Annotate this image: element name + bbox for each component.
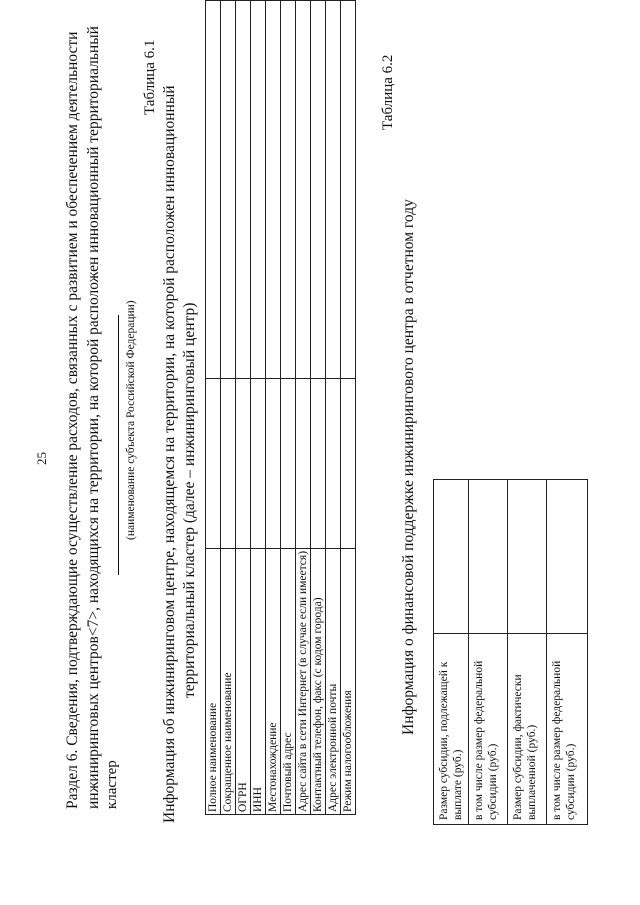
value-cell[interactable] bbox=[296, 379, 311, 548]
value-cell[interactable] bbox=[206, 379, 221, 548]
section-title-line: Раздел 6. Сведения, подтверждающие осуществление расходов, связанных с развитием и обеспечением деятельности bbox=[64, 31, 81, 809]
row-label: Адрес сайта в сети Интернет (в случае если имеется) bbox=[296, 548, 311, 814]
section-title bbox=[62, 26, 104, 809]
row-label: Размер субсидии, подлежащей к выплате (руб.) bbox=[434, 634, 469, 825]
row-label: Контактный телефон, факс (с кодом города) bbox=[311, 548, 326, 814]
row-label: в том числе размер федеральной субсидии (руб.) bbox=[547, 634, 588, 825]
value-cell[interactable] bbox=[341, 379, 356, 548]
value-cell[interactable] bbox=[311, 379, 326, 548]
value-cell[interactable] bbox=[251, 379, 266, 548]
table-6-1-label: Таблица 6.1 bbox=[142, 39, 158, 115]
table-row bbox=[508, 480, 547, 825]
table-row bbox=[311, 1, 326, 815]
row-label: Адрес электронной почты bbox=[326, 548, 341, 814]
value-cell[interactable] bbox=[326, 379, 341, 548]
value-cell[interactable] bbox=[434, 480, 469, 634]
table-row bbox=[236, 1, 251, 815]
row-label: Сокращенное наименование bbox=[221, 548, 236, 814]
value-cell[interactable] bbox=[236, 379, 251, 548]
table-row bbox=[434, 480, 469, 825]
row-label: Размер субсидии, фактически выплаченной (руб.) bbox=[508, 634, 547, 825]
table-row bbox=[266, 1, 281, 815]
row-label: Полное наименование bbox=[206, 548, 221, 814]
value-cell[interactable] bbox=[266, 1, 281, 379]
value-cell[interactable] bbox=[281, 379, 296, 548]
section-title-line: инжиниринговых центров<7>, находящихся на территории, на которой расположен инновационный территориальный bbox=[85, 26, 102, 809]
value-cell[interactable] bbox=[266, 379, 281, 548]
row-label: в том числе размер федеральной субсидии (руб.) bbox=[469, 634, 508, 825]
value-cell[interactable] bbox=[236, 1, 251, 379]
value-cell[interactable] bbox=[311, 1, 326, 379]
table-row bbox=[251, 1, 266, 815]
table-row bbox=[206, 1, 221, 815]
row-label: Местонахождение bbox=[266, 548, 281, 814]
row-label: Режим налогообложения bbox=[341, 548, 356, 814]
value-cell[interactable] bbox=[469, 480, 508, 634]
table-6-2-label: Таблица 6.2 bbox=[380, 54, 396, 130]
table-6-1-caption-line: Информация об инжиниринговом центре, находящемся на территории, на которой расположен инновационный bbox=[161, 85, 178, 823]
table-6-2-caption: Информация о финансовой поддержке инжинирингового центра в отчетном году bbox=[400, 199, 417, 735]
table-row bbox=[221, 1, 236, 815]
value-cell[interactable] bbox=[326, 1, 341, 379]
row-label: ОГРН bbox=[236, 548, 251, 814]
page-number: 25 bbox=[34, 452, 49, 465]
value-cell[interactable] bbox=[221, 1, 236, 379]
table-row bbox=[281, 1, 296, 815]
table-row bbox=[296, 1, 311, 815]
value-cell[interactable] bbox=[281, 1, 296, 379]
value-cell[interactable] bbox=[296, 1, 311, 379]
financial-support-table bbox=[433, 479, 588, 825]
subject-name-underline bbox=[118, 315, 119, 575]
table-row bbox=[547, 480, 588, 825]
row-label: Почтовый адрес bbox=[281, 548, 296, 814]
section-title-cluster-word: кластер bbox=[104, 760, 120, 809]
table-row bbox=[469, 480, 508, 825]
subject-name-note: (наименование субъекта Российской Федерации) bbox=[125, 300, 137, 540]
row-label: ИНН bbox=[251, 548, 266, 814]
value-cell[interactable] bbox=[508, 480, 547, 634]
value-cell[interactable] bbox=[341, 1, 356, 379]
engineering-center-info-table bbox=[205, 0, 356, 815]
value-cell[interactable] bbox=[547, 480, 588, 634]
value-cell[interactable] bbox=[206, 1, 221, 379]
table-row bbox=[341, 1, 356, 815]
table-row bbox=[326, 1, 341, 815]
value-cell[interactable] bbox=[251, 1, 266, 379]
table-6-1-caption-line: территориальный кластер (далее – инжиниринговый центр) bbox=[181, 302, 198, 698]
table-6-1-caption bbox=[160, 23, 200, 823]
value-cell[interactable] bbox=[221, 379, 236, 548]
